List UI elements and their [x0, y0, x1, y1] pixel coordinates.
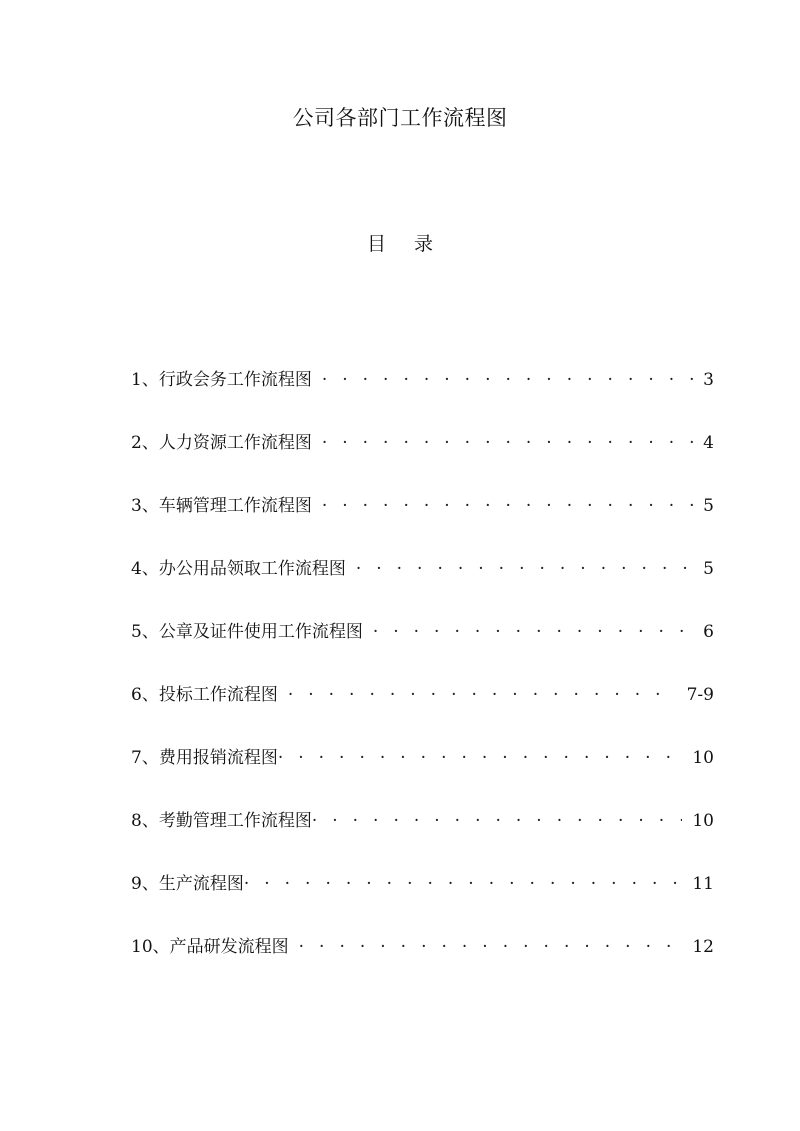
- toc-entry-title: 7、费用报销流程图: [131, 748, 278, 768]
- toc-entry[interactable]: [131, 870, 714, 933]
- dot-leader: [322, 429, 693, 457]
- dot-leader: [373, 618, 693, 646]
- toc-heading-char-1: 目: [366, 233, 386, 255]
- toc-entry[interactable]: [131, 681, 714, 744]
- dot-leader: [356, 555, 693, 583]
- dot-leader: [322, 492, 693, 520]
- toc-entry-title: 6、投标工作流程图: [131, 685, 278, 705]
- toc-entry-page: 5: [703, 559, 714, 579]
- dot-leader: [244, 870, 683, 898]
- toc-entry-title: 8、考勤管理工作流程图: [131, 811, 312, 831]
- toc-entry[interactable]: [131, 555, 714, 618]
- toc-entry-page: 12: [692, 937, 714, 957]
- toc-entry[interactable]: [131, 744, 714, 807]
- toc-entry-title: 10、产品研发流程图: [131, 937, 289, 957]
- toc-entry-title: 1、行政会务工作流程图: [131, 370, 312, 390]
- toc-entry-title: 5、公章及证件使用工作流程图: [131, 622, 363, 642]
- dot-leader: [312, 807, 683, 835]
- toc-entry[interactable]: [131, 933, 714, 996]
- toc-entry-title: 3、车辆管理工作流程图: [131, 496, 312, 516]
- toc-entry-page: 7-9: [686, 685, 714, 705]
- document-title: 公司各部门工作流程图: [292, 106, 508, 130]
- dot-leader: [299, 933, 683, 961]
- toc-heading-char-2: 录: [414, 233, 434, 255]
- toc-entry[interactable]: [131, 807, 714, 870]
- toc-entry-page: 3: [703, 370, 714, 390]
- toc-entry-page: 6: [703, 622, 714, 642]
- toc-entry[interactable]: [131, 492, 714, 555]
- table-of-contents: [131, 366, 714, 996]
- toc-entry-page: 10: [692, 748, 714, 768]
- toc-heading: [0, 230, 800, 258]
- dot-leader: [278, 744, 683, 772]
- dot-leader: [322, 366, 693, 394]
- toc-entry[interactable]: [131, 429, 714, 492]
- toc-entry-title: 9、生产流程图: [131, 874, 244, 894]
- toc-entry-title: 2、人力资源工作流程图: [131, 433, 312, 453]
- toc-entry-page: 11: [692, 874, 714, 894]
- toc-entry-page: 10: [692, 811, 714, 831]
- toc-entry-title: 4、办公用品领取工作流程图: [131, 559, 346, 579]
- toc-entry-page: 5: [703, 496, 714, 516]
- toc-entry-page: 4: [703, 433, 714, 453]
- dot-leader: [288, 681, 677, 709]
- toc-entry[interactable]: [131, 366, 714, 429]
- toc-entry[interactable]: [131, 618, 714, 681]
